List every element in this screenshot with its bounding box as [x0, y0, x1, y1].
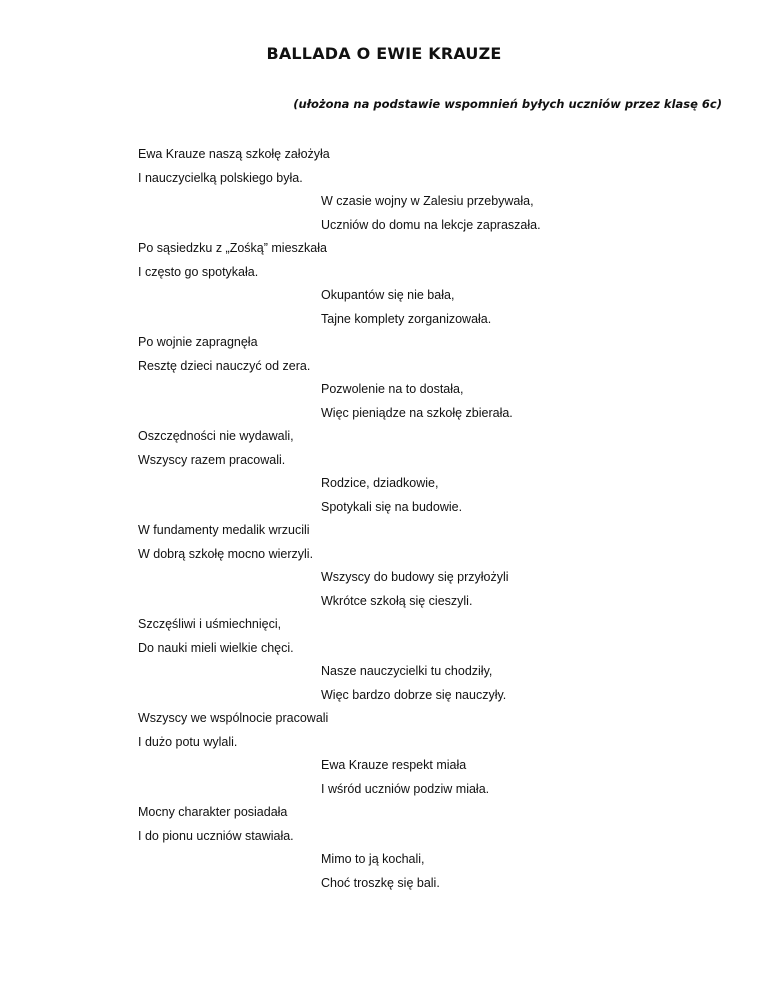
poem-body — [138, 143, 738, 895]
poem-line: Wszyscy do budowy się przyłożyli — [321, 570, 509, 584]
poem-line: Do nauki mieli wielkie chęci. — [138, 640, 294, 655]
poem-line: Mocny charakter posiadała — [138, 805, 288, 819]
poem-line: Pozwolenie na to dostała, — [321, 382, 464, 396]
poem-line: Choć troszkę się bali. — [321, 875, 440, 890]
poem-line: Więc pieniądze na szkołę zbierała. — [321, 405, 513, 420]
poem-line: I często go spotykała. — [138, 264, 259, 279]
poem-line: Uczniów do domu na lekcje zapraszała. — [321, 217, 541, 232]
poem-line: Ewa Krauze respekt miała — [321, 758, 467, 772]
poem-line: Nasze nauczycielki tu chodziły, — [321, 664, 493, 678]
poem-line: I wśród uczniów podziw miała. — [321, 781, 490, 796]
poem-line: Ewa Krauze naszą szkołę założyła — [138, 147, 330, 161]
poem-line: Mimo to ją kochali, — [321, 852, 425, 866]
document-subtitle: (ułożona na podstawie wspomnień byłych uczniów przez klasę 6c) — [293, 97, 722, 111]
poem-line: Szczęśliwi i uśmiechnięci, — [138, 617, 282, 631]
poem-line: Wkrótce szkołą się cieszyli. — [321, 593, 473, 608]
poem-line: I do pionu uczniów stawiała. — [138, 828, 294, 843]
poem-line: I dużo potu wylali. — [138, 734, 238, 749]
poem-line: Wszyscy we wspólnocie pracowali — [138, 711, 329, 725]
poem-line: Więc bardzo dobrze się nauczyły. — [321, 687, 507, 702]
poem-line: I nauczycielką polskiego była. — [138, 170, 303, 185]
poem-line: Rodzice, dziadkowie, — [321, 476, 439, 490]
poem-line: Tajne komplety zorganizowała. — [321, 311, 492, 326]
poem-line: Okupantów się nie bała, — [321, 288, 455, 302]
poem-line: Oszczędności nie wydawali, — [138, 429, 294, 443]
poem-line: W czasie wojny w Zalesiu przebywała, — [321, 194, 534, 208]
poem-line: Resztę dzieci nauczyć od zera. — [138, 358, 311, 373]
poem-line: W dobrą szkołę mocno wierzyli. — [138, 546, 314, 561]
poem-line: Spotykali się na budowie. — [321, 499, 463, 514]
document-title: BALLADA O EWIE KRAUZE — [266, 44, 502, 63]
poem-line: Wszyscy razem pracowali. — [138, 452, 286, 467]
poem-line: Po sąsiedzku z „Zośką” mieszkała — [138, 241, 327, 255]
poem-line: W fundamenty medalik wrzucili — [138, 523, 310, 537]
poem-line: Po wojnie zapragnęła — [138, 335, 258, 349]
